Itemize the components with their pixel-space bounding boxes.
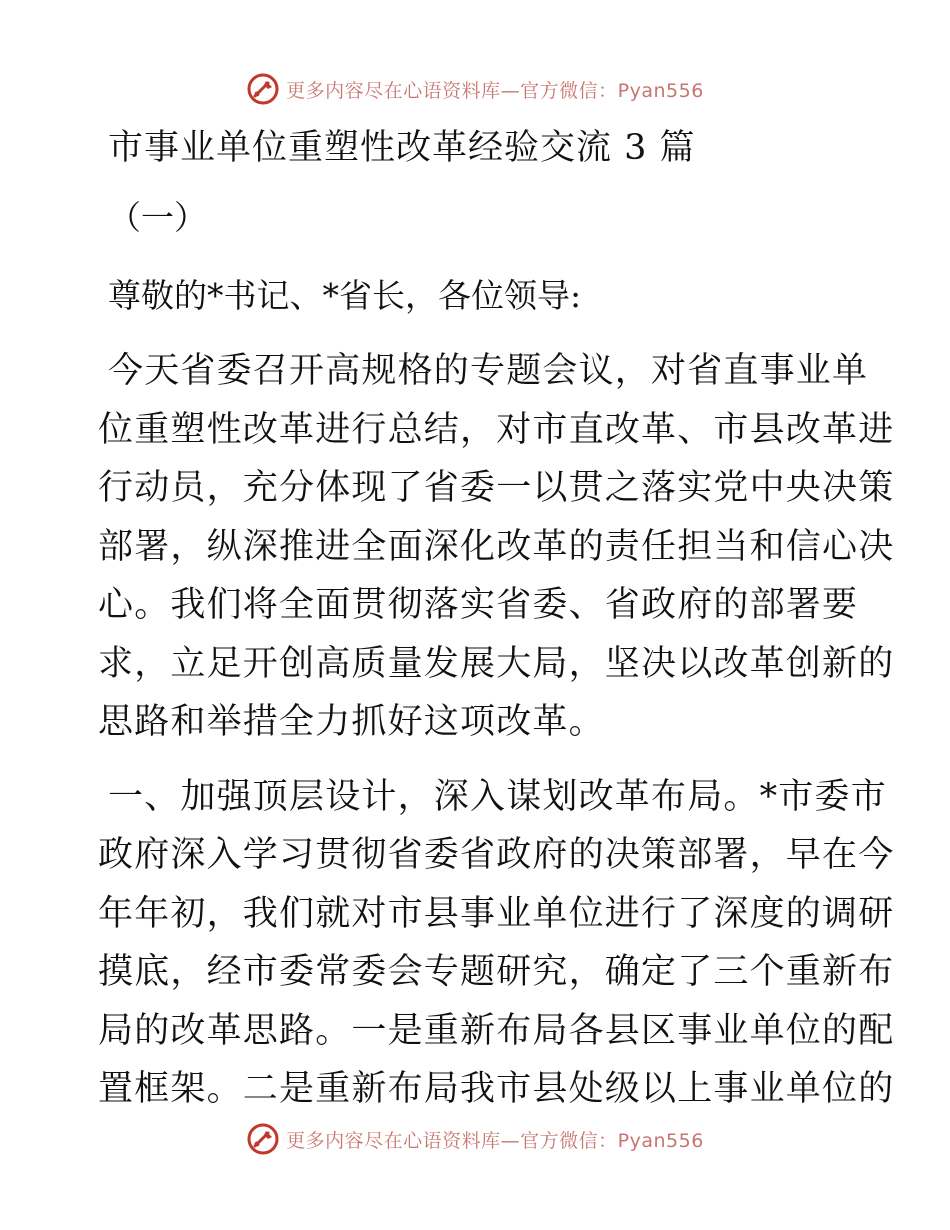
paragraph-line: 心。我们将全面贯彻落实省委、省政府的部署要	[98, 585, 859, 625]
watermark-logo-icon	[246, 1122, 280, 1156]
paragraph-section-one	[98, 768, 895, 1119]
watermark-footer	[0, 1122, 950, 1156]
watermark-header	[0, 72, 950, 106]
paragraph-line: 局的改革思路。一是重新布局各县区事业单位的配	[98, 1010, 895, 1051]
paragraph-line: 一、加强顶层设计，深入谋划改革布局。*市委市	[108, 776, 887, 817]
document-title: 市事业单位重塑性改革经验交流 3 篇	[108, 128, 696, 168]
paragraph-line: 求，立足开创高质量发展大局，坚决以改革创新的	[98, 643, 895, 684]
paragraph-line: 今天省委召开高规格的专题会议，对省直事业单	[108, 351, 869, 391]
paragraph-line: 置框架。二是重新布局我市县处级以上事业单位的	[98, 1069, 895, 1109]
paragraph-line: 年年初，我们就对市县事业单位进行了深度的调研	[98, 893, 895, 934]
salutation: 尊敬的*书记、*省长，各位领导:	[108, 276, 582, 315]
paragraph-intro	[98, 342, 895, 752]
paragraph-line: 部署，纵深推进全面深化改革的责任担当和信心决	[98, 526, 895, 567]
watermark-text: 更多内容尽在心语资料库—官方微信：Pyan556	[286, 79, 704, 102]
paragraph-line: 摸底，经市委常委会专题研究，确定了三个重新布	[98, 952, 895, 992]
watermark-logo-icon	[246, 72, 280, 106]
paragraph-line: 位重塑性改革进行总结，对市直改革、市县改革进	[98, 409, 895, 450]
paragraph-line: 政府深入学习贯彻省委省政府的决策部署，早在今	[98, 835, 895, 875]
paragraph-line: 行动员，充分体现了省委一以贯之落实党中央决策	[98, 468, 895, 508]
document-body	[98, 120, 895, 1119]
section-marker: （一）	[108, 198, 207, 237]
watermark-text: 更多内容尽在心语资料库—官方微信：Pyan556	[286, 1129, 704, 1152]
paragraph-line: 思路和举措全力抓好这项改革。	[98, 702, 605, 742]
